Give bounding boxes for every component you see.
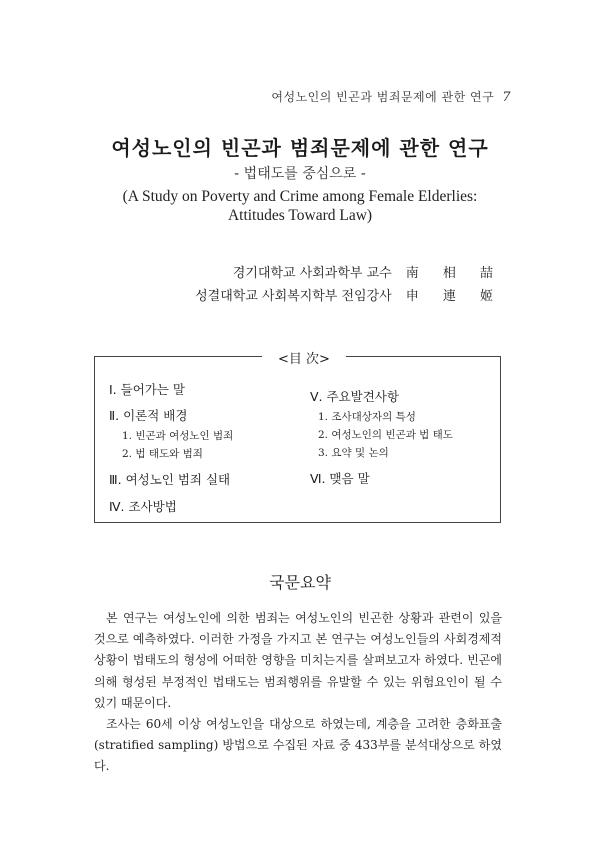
toc-subitem: 1. 빈곤과 여성노인 범죄 <box>122 430 234 442</box>
paper-subtitle: - 법태도를 중심으로 - <box>234 166 366 182</box>
paper-title: 여성노인의 빈곤과 범죄문제에 관한 연구 <box>111 136 489 160</box>
author-2 <box>195 285 503 304</box>
abstract-paragraph: 조사는 60세 이상 여성노인을 대상으로 하였는데, 계층을 고려한 층화표출(stratified sampling) 방법으로 수집된 자료 중 433부를 분석대상으로 하였다. <box>94 717 502 774</box>
author-1 <box>233 262 503 281</box>
english-title <box>0 187 600 225</box>
toc-subitem: 2. 법 태도와 범죄 <box>122 448 203 460</box>
page-number: 7 <box>502 90 511 105</box>
toc-item: Ⅴ. 주요발견사항 <box>310 389 399 404</box>
toc-subitem: 2. 여성노인의 빈곤과 법 태도 <box>318 429 453 441</box>
author-affiliation: 성결대학교 사회복지학부 전임강사 <box>195 289 392 304</box>
toc-top-border-right <box>346 356 500 357</box>
toc-subitem: 1. 조사대상자의 특성 <box>318 411 416 423</box>
toc-item: Ⅵ. 맺음 말 <box>310 471 370 486</box>
running-title: 여성노인의 빈곤과 범죄문제에 관한 연구 <box>271 90 495 104</box>
toc-title: <目 次> <box>278 352 330 367</box>
toc-item: Ⅲ. 여성노인 범죄 실태 <box>109 472 231 487</box>
toc-item: Ⅳ. 조사방법 <box>109 499 177 514</box>
author-name: 南 相 喆 <box>405 266 503 281</box>
running-header <box>0 88 511 105</box>
author-name: 申 連 姬 <box>405 289 503 304</box>
english-title-line-2: Attitudes Toward Law) <box>227 207 373 224</box>
abstract-heading: 국문요약 <box>269 573 331 592</box>
toc-item: Ⅱ. 이론적 배경 <box>109 408 188 423</box>
toc-subitem: 3. 요약 및 논의 <box>318 447 389 459</box>
english-title-line-1: (A Study on Poverty and Crime among Female Elderlies: <box>122 188 478 205</box>
toc-item: Ⅰ. 들어가는 말 <box>109 382 185 397</box>
author-affiliation: 경기대학교 사회과학부 교수 <box>232 266 392 281</box>
toc-top-border-left <box>94 356 262 357</box>
abstract-body <box>94 608 502 778</box>
abstract-paragraph: 본 연구는 여성노인에 의한 범죄는 여성노인의 빈곤한 상황과 관련이 있을 것으로 예측하였다. 이러한 가정을 가지고 본 연구는 여성노인들의 사회경제적 상황이 법태도의 형성에 어떠한 영향을 미치는지를 살펴보고자 하였다. 빈곤에 의해 형성된 부정적인 법태도는 범죄행위를 유발할 수 있는 위험요인이 될 수 있기 때문이다. <box>94 611 502 710</box>
